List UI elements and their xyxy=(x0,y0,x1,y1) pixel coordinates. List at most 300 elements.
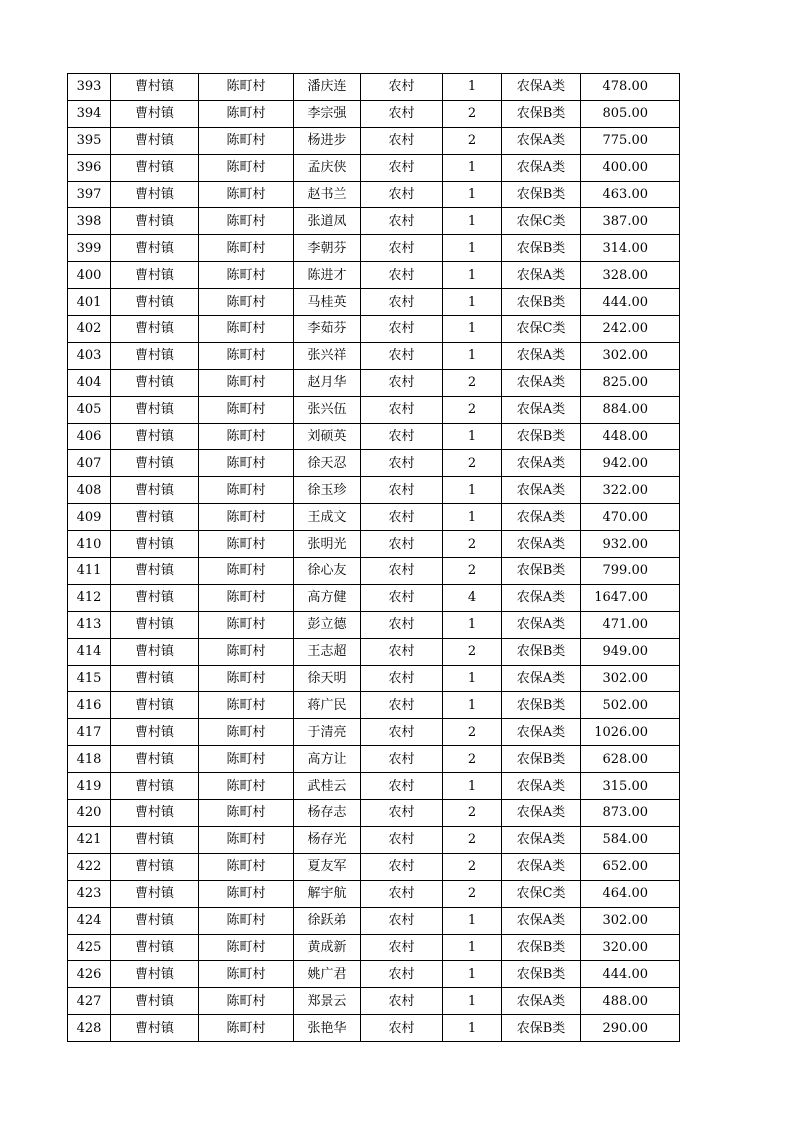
household-type-cell: 农村 xyxy=(361,74,443,101)
name-cell: 杨存光 xyxy=(294,826,361,853)
village-cell: 陈町村 xyxy=(199,369,294,396)
town-cell: 曹村镇 xyxy=(111,154,199,181)
row-number: 399 xyxy=(68,235,111,262)
town-cell: 曹村镇 xyxy=(111,289,199,316)
town-cell: 曹村镇 xyxy=(111,74,199,101)
town-cell: 曹村镇 xyxy=(111,396,199,423)
row-number: 397 xyxy=(68,181,111,208)
amount-cell: 949.00 xyxy=(581,638,680,665)
amount-cell: 799.00 xyxy=(581,558,680,585)
member-count-cell: 2 xyxy=(443,826,502,853)
household-type-cell: 农村 xyxy=(361,208,443,235)
table-row xyxy=(68,558,680,585)
amount-cell: 464.00 xyxy=(581,880,680,907)
amount-cell: 400.00 xyxy=(581,154,680,181)
name-cell: 徐玉珍 xyxy=(294,477,361,504)
town-cell: 曹村镇 xyxy=(111,719,199,746)
town-cell: 曹村镇 xyxy=(111,934,199,961)
table-row xyxy=(68,369,680,396)
village-cell: 陈町村 xyxy=(199,719,294,746)
category-cell: 农保B类 xyxy=(502,934,581,961)
village-cell: 陈町村 xyxy=(199,988,294,1015)
name-cell: 赵月华 xyxy=(294,369,361,396)
town-cell: 曹村镇 xyxy=(111,665,199,692)
household-type-cell: 农村 xyxy=(361,584,443,611)
name-cell: 张艳华 xyxy=(294,1015,361,1042)
town-cell: 曹村镇 xyxy=(111,907,199,934)
amount-cell: 1647.00 xyxy=(581,584,680,611)
village-cell: 陈町村 xyxy=(199,396,294,423)
member-count-cell: 1 xyxy=(443,316,502,343)
village-cell: 陈町村 xyxy=(199,611,294,638)
category-cell: 农保A类 xyxy=(502,531,581,558)
table-row xyxy=(68,154,680,181)
row-number: 405 xyxy=(68,396,111,423)
member-count-cell: 1 xyxy=(443,477,502,504)
town-cell: 曹村镇 xyxy=(111,853,199,880)
town-cell: 曹村镇 xyxy=(111,961,199,988)
village-cell: 陈町村 xyxy=(199,235,294,262)
table-row xyxy=(68,262,680,289)
village-cell: 陈町村 xyxy=(199,127,294,154)
village-cell: 陈町村 xyxy=(199,289,294,316)
household-type-cell: 农村 xyxy=(361,934,443,961)
household-type-cell: 农村 xyxy=(361,289,443,316)
member-count-cell: 1 xyxy=(443,961,502,988)
row-number: 418 xyxy=(68,746,111,773)
table-row xyxy=(68,504,680,531)
household-type-cell: 农村 xyxy=(361,880,443,907)
amount-cell: 387.00 xyxy=(581,208,680,235)
category-cell: 农保A类 xyxy=(502,665,581,692)
row-number: 415 xyxy=(68,665,111,692)
household-type-cell: 农村 xyxy=(361,531,443,558)
household-type-cell: 农村 xyxy=(361,853,443,880)
category-cell: 农保A类 xyxy=(502,450,581,477)
row-number: 424 xyxy=(68,907,111,934)
household-type-cell: 农村 xyxy=(361,907,443,934)
category-cell: 农保A类 xyxy=(502,853,581,880)
amount-cell: 1026.00 xyxy=(581,719,680,746)
name-cell: 杨进步 xyxy=(294,127,361,154)
town-cell: 曹村镇 xyxy=(111,262,199,289)
town-cell: 曹村镇 xyxy=(111,477,199,504)
amount-cell: 314.00 xyxy=(581,235,680,262)
category-cell: 农保A类 xyxy=(502,988,581,1015)
row-number: 394 xyxy=(68,100,111,127)
town-cell: 曹村镇 xyxy=(111,369,199,396)
name-cell: 于清亮 xyxy=(294,719,361,746)
member-count-cell: 1 xyxy=(443,289,502,316)
table-row xyxy=(68,316,680,343)
row-number: 403 xyxy=(68,342,111,369)
amount-cell: 320.00 xyxy=(581,934,680,961)
member-count-cell: 2 xyxy=(443,100,502,127)
town-cell: 曹村镇 xyxy=(111,638,199,665)
amount-cell: 775.00 xyxy=(581,127,680,154)
member-count-cell: 2 xyxy=(443,800,502,827)
amount-cell: 315.00 xyxy=(581,773,680,800)
table-row xyxy=(68,74,680,101)
category-cell: 农保B类 xyxy=(502,961,581,988)
row-number: 427 xyxy=(68,988,111,1015)
table-row xyxy=(68,773,680,800)
table-row xyxy=(68,853,680,880)
town-cell: 曹村镇 xyxy=(111,100,199,127)
row-number: 423 xyxy=(68,880,111,907)
category-cell: 农保B类 xyxy=(502,1015,581,1042)
member-count-cell: 2 xyxy=(443,127,502,154)
household-type-cell: 农村 xyxy=(361,181,443,208)
household-type-cell: 农村 xyxy=(361,961,443,988)
member-count-cell: 2 xyxy=(443,558,502,585)
row-number: 406 xyxy=(68,423,111,450)
amount-cell: 302.00 xyxy=(581,342,680,369)
category-cell: 农保A类 xyxy=(502,800,581,827)
household-type-cell: 农村 xyxy=(361,558,443,585)
table-body xyxy=(68,74,680,1042)
table-row xyxy=(68,181,680,208)
member-count-cell: 4 xyxy=(443,584,502,611)
household-type-cell: 农村 xyxy=(361,665,443,692)
name-cell: 王成文 xyxy=(294,504,361,531)
village-cell: 陈町村 xyxy=(199,208,294,235)
amount-cell: 328.00 xyxy=(581,262,680,289)
table-row xyxy=(68,638,680,665)
town-cell: 曹村镇 xyxy=(111,692,199,719)
town-cell: 曹村镇 xyxy=(111,450,199,477)
row-number: 426 xyxy=(68,961,111,988)
member-count-cell: 1 xyxy=(443,181,502,208)
member-count-cell: 1 xyxy=(443,1015,502,1042)
table-row xyxy=(68,934,680,961)
table-row xyxy=(68,880,680,907)
category-cell: 农保A类 xyxy=(502,773,581,800)
village-cell: 陈町村 xyxy=(199,880,294,907)
table-row xyxy=(68,800,680,827)
household-type-cell: 农村 xyxy=(361,1015,443,1042)
row-number: 398 xyxy=(68,208,111,235)
household-type-cell: 农村 xyxy=(361,611,443,638)
household-type-cell: 农村 xyxy=(361,988,443,1015)
household-type-cell: 农村 xyxy=(361,369,443,396)
table-row xyxy=(68,208,680,235)
member-count-cell: 1 xyxy=(443,692,502,719)
town-cell: 曹村镇 xyxy=(111,773,199,800)
category-cell: 农保B类 xyxy=(502,692,581,719)
row-number: 420 xyxy=(68,800,111,827)
member-count-cell: 1 xyxy=(443,74,502,101)
category-cell: 农保B类 xyxy=(502,423,581,450)
category-cell: 农保A类 xyxy=(502,74,581,101)
name-cell: 武桂云 xyxy=(294,773,361,800)
household-type-cell: 农村 xyxy=(361,826,443,853)
category-cell: 农保C类 xyxy=(502,208,581,235)
member-count-cell: 1 xyxy=(443,154,502,181)
member-count-cell: 1 xyxy=(443,988,502,1015)
category-cell: 农保C类 xyxy=(502,316,581,343)
amount-cell: 444.00 xyxy=(581,289,680,316)
name-cell: 马桂英 xyxy=(294,289,361,316)
name-cell: 李朝芬 xyxy=(294,235,361,262)
amount-cell: 302.00 xyxy=(581,665,680,692)
row-number: 414 xyxy=(68,638,111,665)
row-number: 395 xyxy=(68,127,111,154)
amount-cell: 448.00 xyxy=(581,423,680,450)
member-count-cell: 2 xyxy=(443,719,502,746)
village-cell: 陈町村 xyxy=(199,853,294,880)
member-count-cell: 2 xyxy=(443,638,502,665)
household-type-cell: 农村 xyxy=(361,800,443,827)
household-type-cell: 农村 xyxy=(361,100,443,127)
village-cell: 陈町村 xyxy=(199,638,294,665)
amount-cell: 825.00 xyxy=(581,369,680,396)
table-row xyxy=(68,692,680,719)
town-cell: 曹村镇 xyxy=(111,584,199,611)
household-type-cell: 农村 xyxy=(361,477,443,504)
village-cell: 陈町村 xyxy=(199,342,294,369)
village-cell: 陈町村 xyxy=(199,907,294,934)
town-cell: 曹村镇 xyxy=(111,611,199,638)
amount-cell: 628.00 xyxy=(581,746,680,773)
village-cell: 陈町村 xyxy=(199,961,294,988)
town-cell: 曹村镇 xyxy=(111,181,199,208)
town-cell: 曹村镇 xyxy=(111,880,199,907)
member-count-cell: 1 xyxy=(443,208,502,235)
name-cell: 刘硕英 xyxy=(294,423,361,450)
amount-cell: 805.00 xyxy=(581,100,680,127)
amount-cell: 290.00 xyxy=(581,1015,680,1042)
table-row xyxy=(68,826,680,853)
table-row xyxy=(68,961,680,988)
name-cell: 彭立德 xyxy=(294,611,361,638)
row-number: 400 xyxy=(68,262,111,289)
amount-cell: 444.00 xyxy=(581,961,680,988)
row-number: 411 xyxy=(68,558,111,585)
row-number: 419 xyxy=(68,773,111,800)
category-cell: 农保A类 xyxy=(502,611,581,638)
category-cell: 农保B类 xyxy=(502,181,581,208)
amount-cell: 322.00 xyxy=(581,477,680,504)
member-count-cell: 1 xyxy=(443,665,502,692)
village-cell: 陈町村 xyxy=(199,665,294,692)
household-type-cell: 农村 xyxy=(361,746,443,773)
member-count-cell: 1 xyxy=(443,235,502,262)
member-count-cell: 2 xyxy=(443,853,502,880)
name-cell: 解宇航 xyxy=(294,880,361,907)
table-row xyxy=(68,342,680,369)
table-row xyxy=(68,746,680,773)
table-row xyxy=(68,907,680,934)
row-number: 417 xyxy=(68,719,111,746)
village-cell: 陈町村 xyxy=(199,692,294,719)
name-cell: 李茹芬 xyxy=(294,316,361,343)
village-cell: 陈町村 xyxy=(199,584,294,611)
category-cell: 农保B类 xyxy=(502,100,581,127)
category-cell: 农保B类 xyxy=(502,558,581,585)
village-cell: 陈町村 xyxy=(199,531,294,558)
row-number: 413 xyxy=(68,611,111,638)
household-type-cell: 农村 xyxy=(361,342,443,369)
row-number: 412 xyxy=(68,584,111,611)
table-row xyxy=(68,100,680,127)
name-cell: 杨存志 xyxy=(294,800,361,827)
row-number: 422 xyxy=(68,853,111,880)
member-count-cell: 1 xyxy=(443,907,502,934)
village-cell: 陈町村 xyxy=(199,800,294,827)
town-cell: 曹村镇 xyxy=(111,504,199,531)
category-cell: 农保B类 xyxy=(502,289,581,316)
table-row xyxy=(68,235,680,262)
table-row xyxy=(68,450,680,477)
row-number: 416 xyxy=(68,692,111,719)
village-cell: 陈町村 xyxy=(199,826,294,853)
table-row xyxy=(68,665,680,692)
village-cell: 陈町村 xyxy=(199,423,294,450)
row-number: 428 xyxy=(68,1015,111,1042)
name-cell: 蒋广民 xyxy=(294,692,361,719)
name-cell: 黄成新 xyxy=(294,934,361,961)
table-row xyxy=(68,611,680,638)
household-type-cell: 农村 xyxy=(361,773,443,800)
name-cell: 张明光 xyxy=(294,531,361,558)
town-cell: 曹村镇 xyxy=(111,316,199,343)
village-cell: 陈町村 xyxy=(199,74,294,101)
town-cell: 曹村镇 xyxy=(111,208,199,235)
village-cell: 陈町村 xyxy=(199,262,294,289)
table-row xyxy=(68,531,680,558)
member-count-cell: 1 xyxy=(443,611,502,638)
table-row xyxy=(68,477,680,504)
member-count-cell: 2 xyxy=(443,746,502,773)
name-cell: 徐心友 xyxy=(294,558,361,585)
row-number: 404 xyxy=(68,369,111,396)
row-number: 410 xyxy=(68,531,111,558)
table-row xyxy=(68,584,680,611)
name-cell: 高方健 xyxy=(294,584,361,611)
household-type-cell: 农村 xyxy=(361,692,443,719)
town-cell: 曹村镇 xyxy=(111,127,199,154)
amount-cell: 302.00 xyxy=(581,907,680,934)
name-cell: 孟庆侠 xyxy=(294,154,361,181)
category-cell: 农保A类 xyxy=(502,396,581,423)
amount-cell: 478.00 xyxy=(581,74,680,101)
name-cell: 潘庆连 xyxy=(294,74,361,101)
table-row xyxy=(68,127,680,154)
row-number: 407 xyxy=(68,450,111,477)
row-number: 393 xyxy=(68,74,111,101)
household-type-cell: 农村 xyxy=(361,423,443,450)
row-number: 401 xyxy=(68,289,111,316)
village-cell: 陈町村 xyxy=(199,450,294,477)
category-cell: 农保A类 xyxy=(502,504,581,531)
row-number: 408 xyxy=(68,477,111,504)
table-row xyxy=(68,396,680,423)
member-count-cell: 2 xyxy=(443,450,502,477)
name-cell: 夏友军 xyxy=(294,853,361,880)
name-cell: 赵书兰 xyxy=(294,181,361,208)
town-cell: 曹村镇 xyxy=(111,746,199,773)
name-cell: 陈进才 xyxy=(294,262,361,289)
category-cell: 农保C类 xyxy=(502,880,581,907)
village-cell: 陈町村 xyxy=(199,746,294,773)
name-cell: 张兴祥 xyxy=(294,342,361,369)
town-cell: 曹村镇 xyxy=(111,531,199,558)
table-row xyxy=(68,289,680,316)
row-number: 425 xyxy=(68,934,111,961)
amount-cell: 488.00 xyxy=(581,988,680,1015)
category-cell: 农保A类 xyxy=(502,342,581,369)
name-cell: 徐天忍 xyxy=(294,450,361,477)
town-cell: 曹村镇 xyxy=(111,342,199,369)
member-count-cell: 2 xyxy=(443,396,502,423)
amount-cell: 584.00 xyxy=(581,826,680,853)
category-cell: 农保A类 xyxy=(502,262,581,289)
village-cell: 陈町村 xyxy=(199,316,294,343)
category-cell: 农保A类 xyxy=(502,719,581,746)
household-type-cell: 农村 xyxy=(361,154,443,181)
amount-cell: 932.00 xyxy=(581,531,680,558)
amount-cell: 884.00 xyxy=(581,396,680,423)
household-type-cell: 农村 xyxy=(361,396,443,423)
amount-cell: 471.00 xyxy=(581,611,680,638)
name-cell: 高方让 xyxy=(294,746,361,773)
category-cell: 农保A类 xyxy=(502,477,581,504)
row-number: 396 xyxy=(68,154,111,181)
category-cell: 农保A类 xyxy=(502,584,581,611)
village-cell: 陈町村 xyxy=(199,100,294,127)
table-row xyxy=(68,719,680,746)
town-cell: 曹村镇 xyxy=(111,423,199,450)
member-count-cell: 1 xyxy=(443,504,502,531)
category-cell: 农保B类 xyxy=(502,638,581,665)
household-type-cell: 农村 xyxy=(361,262,443,289)
household-type-cell: 农村 xyxy=(361,638,443,665)
category-cell: 农保A类 xyxy=(502,369,581,396)
village-cell: 陈町村 xyxy=(199,504,294,531)
member-count-cell: 1 xyxy=(443,342,502,369)
village-cell: 陈町村 xyxy=(199,934,294,961)
household-type-cell: 农村 xyxy=(361,719,443,746)
town-cell: 曹村镇 xyxy=(111,235,199,262)
member-count-cell: 2 xyxy=(443,369,502,396)
row-number: 421 xyxy=(68,826,111,853)
amount-cell: 652.00 xyxy=(581,853,680,880)
category-cell: 农保A类 xyxy=(502,907,581,934)
household-type-cell: 农村 xyxy=(361,450,443,477)
name-cell: 张兴伍 xyxy=(294,396,361,423)
amount-cell: 463.00 xyxy=(581,181,680,208)
amount-cell: 242.00 xyxy=(581,316,680,343)
category-cell: 农保B类 xyxy=(502,235,581,262)
table-row xyxy=(68,988,680,1015)
name-cell: 徐跃弟 xyxy=(294,907,361,934)
amount-cell: 470.00 xyxy=(581,504,680,531)
village-cell: 陈町村 xyxy=(199,1015,294,1042)
village-cell: 陈町村 xyxy=(199,477,294,504)
member-count-cell: 2 xyxy=(443,880,502,907)
town-cell: 曹村镇 xyxy=(111,826,199,853)
member-count-cell: 1 xyxy=(443,262,502,289)
table-row xyxy=(68,1015,680,1042)
name-cell: 徐天明 xyxy=(294,665,361,692)
name-cell: 王志超 xyxy=(294,638,361,665)
member-count-cell: 1 xyxy=(443,934,502,961)
village-cell: 陈町村 xyxy=(199,773,294,800)
household-type-cell: 农村 xyxy=(361,316,443,343)
row-number: 409 xyxy=(68,504,111,531)
member-count-cell: 1 xyxy=(443,423,502,450)
